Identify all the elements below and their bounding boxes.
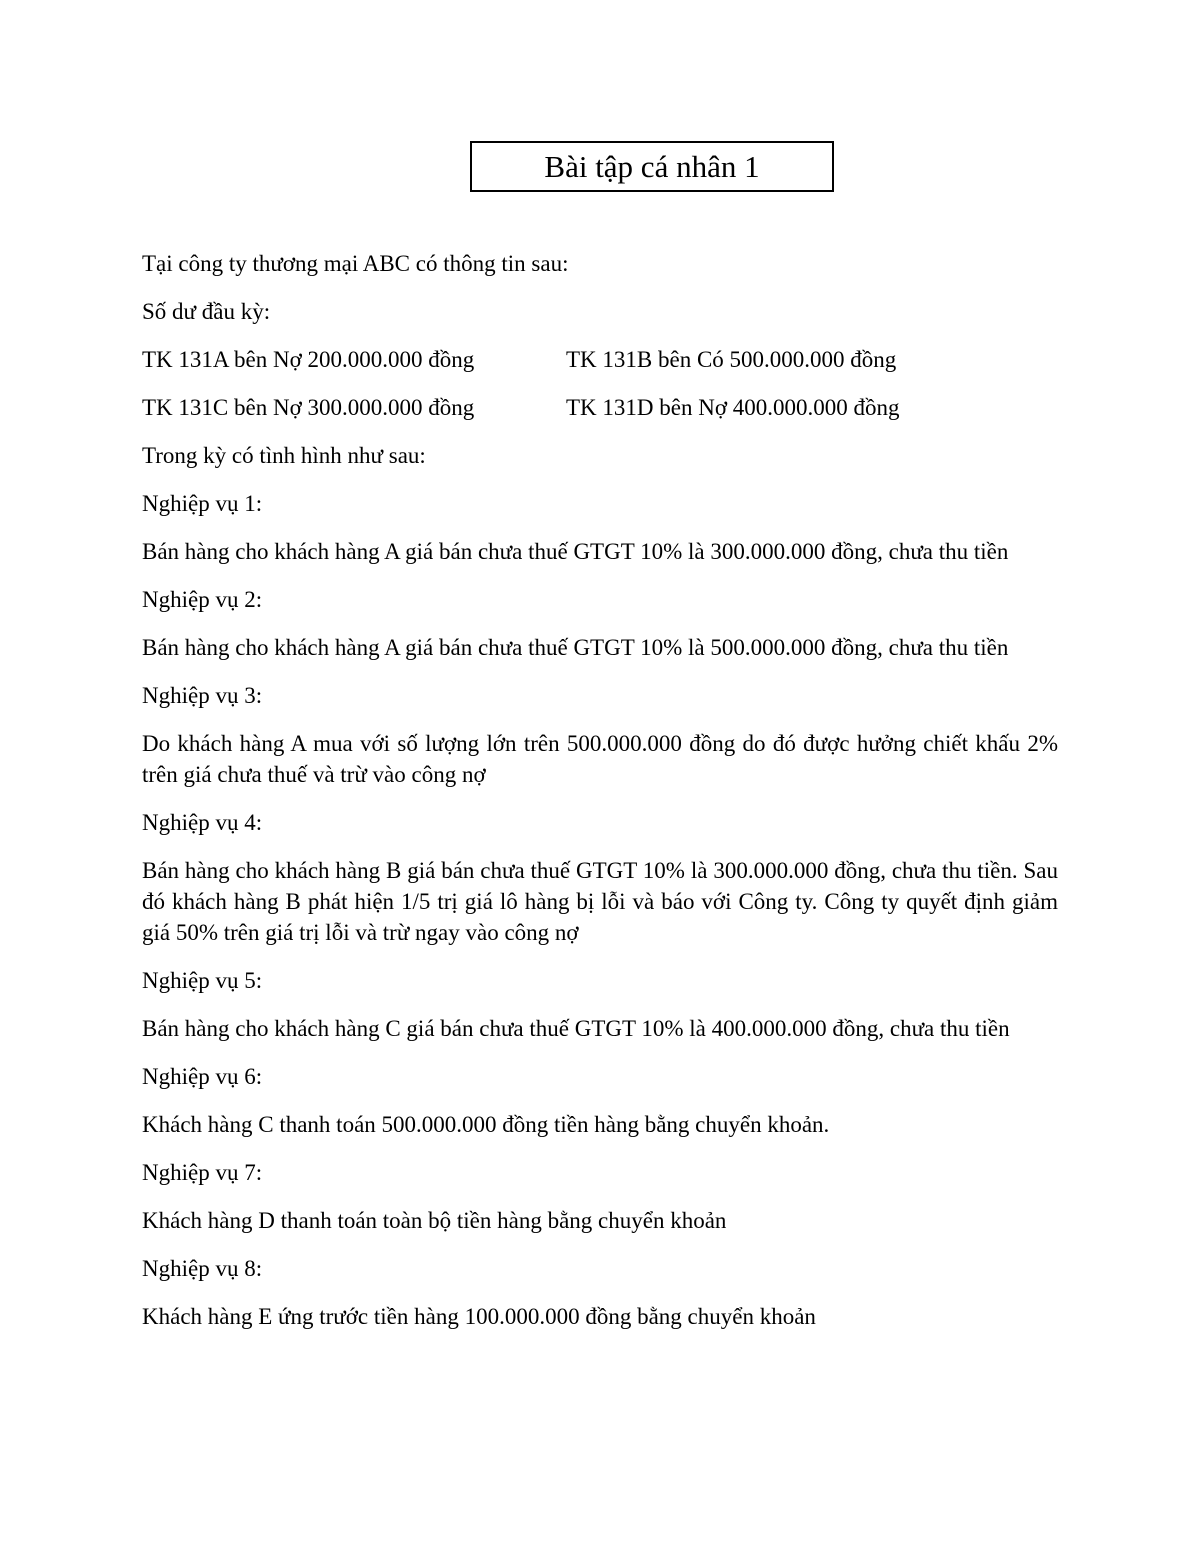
balance-left: TK 131C bên Nợ 300.000.000 đồng bbox=[142, 395, 475, 420]
transaction-label: Nghiệp vụ 6: bbox=[142, 1064, 263, 1089]
transaction-text: Bán hàng cho khách hàng B giá bán chưa thuế GTGT 10% là 300.000.000 đồng, chưa thu tiền. Sau đó khách hàng B phát hiện 1/5 trị giá lô hàng bị lỗi và báo với Công ty. Công ty quyết định giảm giá 50% trên giá trị lỗi và trừ ngay vào công nợ bbox=[142, 858, 1058, 945]
document-body bbox=[142, 248, 1058, 1349]
page-title: Bài tập cá nhân 1 bbox=[470, 141, 834, 192]
balance-right: TK 131D bên Nợ 400.000.000 đồng bbox=[566, 395, 900, 420]
transaction-text: Khách hàng E ứng trước tiền hàng 100.000.000 đồng bằng chuyển khoản bbox=[142, 1304, 816, 1329]
balance-row bbox=[142, 344, 1058, 375]
transaction-label: Nghiệp vụ 1: bbox=[142, 491, 263, 516]
balance-row bbox=[142, 392, 1058, 423]
opening-balance-label: Số dư đầu kỳ: bbox=[142, 299, 271, 324]
transaction-text: Bán hàng cho khách hàng A giá bán chưa thuế GTGT 10% là 500.000.000 đồng, chưa thu tiền bbox=[142, 635, 1009, 660]
transaction-text: Khách hàng D thanh toán toàn bộ tiền hàng bằng chuyển khoản bbox=[142, 1208, 727, 1233]
transaction-label: Nghiệp vụ 2: bbox=[142, 587, 263, 612]
period-label: Trong kỳ có tình hình như sau: bbox=[142, 443, 426, 468]
transaction-label: Nghiệp vụ 3: bbox=[142, 683, 263, 708]
balance-right: TK 131B bên Có 500.000.000 đồng bbox=[566, 347, 897, 372]
intro-text: Tại công ty thương mại ABC có thông tin sau: bbox=[142, 251, 569, 276]
transaction-text: Bán hàng cho khách hàng A giá bán chưa thuế GTGT 10% là 300.000.000 đồng, chưa thu tiền bbox=[142, 539, 1009, 564]
transaction-label: Nghiệp vụ 4: bbox=[142, 810, 263, 835]
transaction-text: Bán hàng cho khách hàng C giá bán chưa thuế GTGT 10% là 400.000.000 đồng, chưa thu tiền bbox=[142, 1016, 1010, 1041]
transaction-text: Khách hàng C thanh toán 500.000.000 đồng tiền hàng bằng chuyển khoản. bbox=[142, 1112, 830, 1137]
transaction-label: Nghiệp vụ 8: bbox=[142, 1256, 263, 1281]
transaction-label: Nghiệp vụ 7: bbox=[142, 1160, 263, 1185]
transaction-text: Do khách hàng A mua với số lượng lớn trên 500.000.000 đồng do đó được hưởng chiết khấu 2% trên giá chưa thuế và trừ vào công nợ bbox=[142, 731, 1058, 787]
transaction-label: Nghiệp vụ 5: bbox=[142, 968, 263, 993]
balance-left: TK 131A bên Nợ 200.000.000 đồng bbox=[142, 347, 475, 372]
